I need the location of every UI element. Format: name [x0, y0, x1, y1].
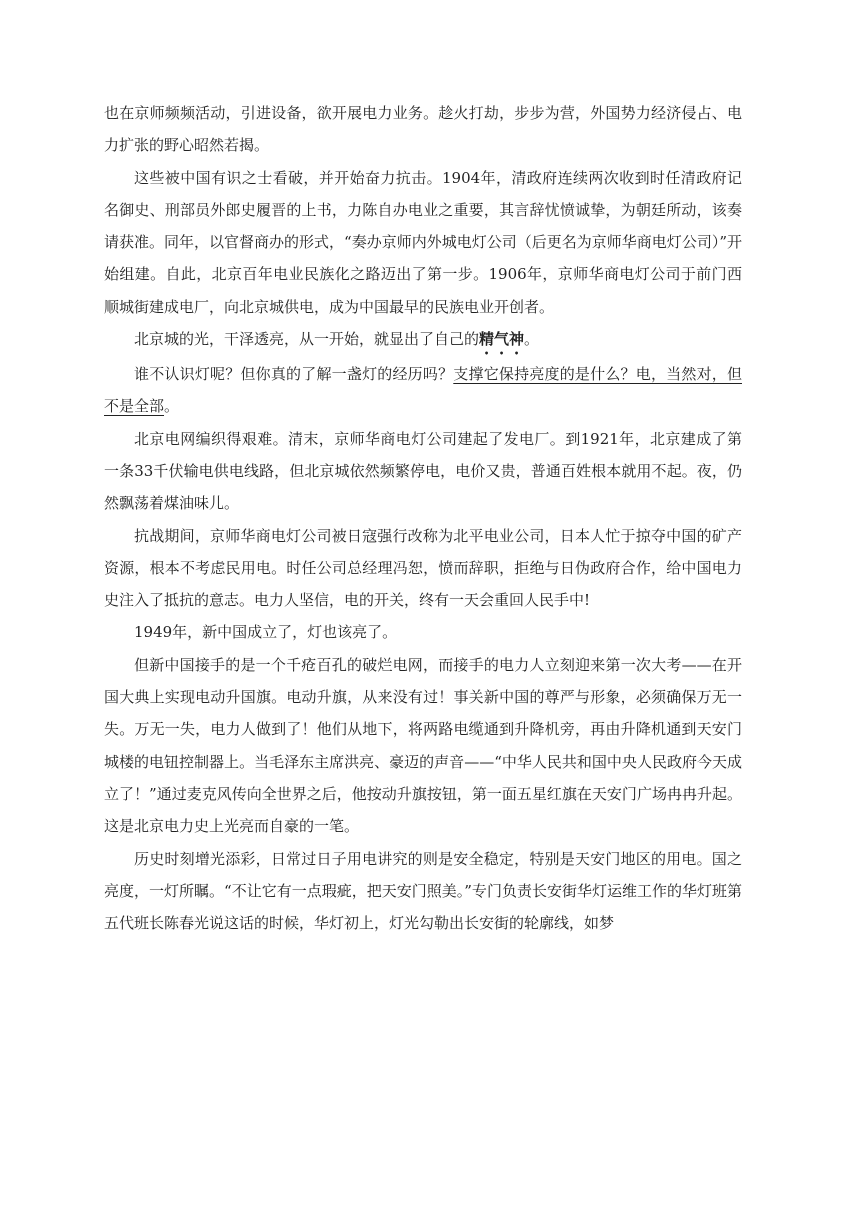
- emphasized-phrase: 精气神: [479, 330, 525, 349]
- paragraph-6: 抗战期间，京师华商电灯公司被日寇强行改称为北平电业公司，日本人忙于掠夺中国的矿产资源，根本不考虑民用电。时任公司总经理冯恕，愤而辞职，拒绝与日伪政府合作，给中国电力史注入了抵抗的意志。电力人坚信，电的开关，终有一天会重回人民手中!: [104, 526, 742, 610]
- paragraph-1: 也在京师频频活动，引进设备，欲开展电力业务。趁火打劫，步步为营，外国势力经济侵占、电力扩张的野心昭然若揭。: [104, 104, 742, 155]
- paragraph-7: 1949年，新中国成立了，灯也该亮了。: [134, 623, 398, 642]
- paragraph-4-text: 谁不认识灯呢？但你真的了解一盏灯的经历吗？: [134, 365, 454, 384]
- paragraph-8: 但新中国接手的是一个千疮百孔的破烂电网，而接手的电力人立刻迎来第一次大考——在开国大典上实现电动升国旗。电动升旗，从来没有过！事关新中国的尊严与形象，必须确保万无一失。万无一失，电力人做到了！他们从地下，将两路电缆通到升降机旁，再由升降机通到天安门城楼的电钮控制器上。当毛泽东主席洪亮、豪迈的声音——“中华人民共和国中央人民政府今天成立了！”通过麦克风传向全世界之后，他按动升旗按钮，第一面五星红旗在天安门广场冉冉升起。这是北京电力史上光亮而自豪的一笔。: [104, 655, 742, 836]
- paragraph-3-text: 北京城的光，干泽透亮，从一开始，就显出了自己的: [134, 330, 480, 349]
- paragraph-9: 历史时刻增光添彩，日常过日子用电讲究的则是安全稳定，特别是天安门地区的用电。国之亮度，一灯所瞩。“不让它有一点瑕疵，把天安门照美。”专门负责长安街华灯运维工作的华灯班第五代班长陈春光说这话的时候，华灯初上，灯光勾勒出长安街的轮廓线，如梦: [104, 849, 742, 933]
- underlined-sentence: 支撑它保持亮度的是什么？电，当然对，但不是全部: [104, 365, 742, 416]
- paragraph-4: [104, 358, 742, 423]
- document-page: [104, 97, 742, 939]
- paragraph-5: 北京电网编织得艰难。清末，京师华商电灯公司建起了发电厂。到1921年，北京建成了第一条33千伏输电供电线路，但北京城依然频繁停电，电价又贵，普通百姓根本就用不起。夜，仍然飘荡着煤油味儿。: [104, 429, 742, 513]
- paragraph-3-end: 。: [524, 330, 540, 349]
- paragraph-3: [104, 323, 742, 358]
- paragraph-2: 这些被中国有识之士看破，并开始奋力抗击。1904年，清政府连续两次收到时任清政府记名御史、刑部员外郎史履晋的上书，力陈自办电业之重要，其言辞忧愤诚挚，为朝廷所动，该奏请获准。同年，以官督商办的形式，“奏办京师内外城电灯公司（后更名为京师华商电灯公司）”开始组建。自此，北京百年电业民族化之路迈出了第一步。1906年，京师华商电灯公司于前门西顺城街建成电厂，向北京城供电，成为中国最早的民族电业开创者。: [104, 168, 742, 316]
- paragraph-4-end: 。: [164, 397, 180, 416]
